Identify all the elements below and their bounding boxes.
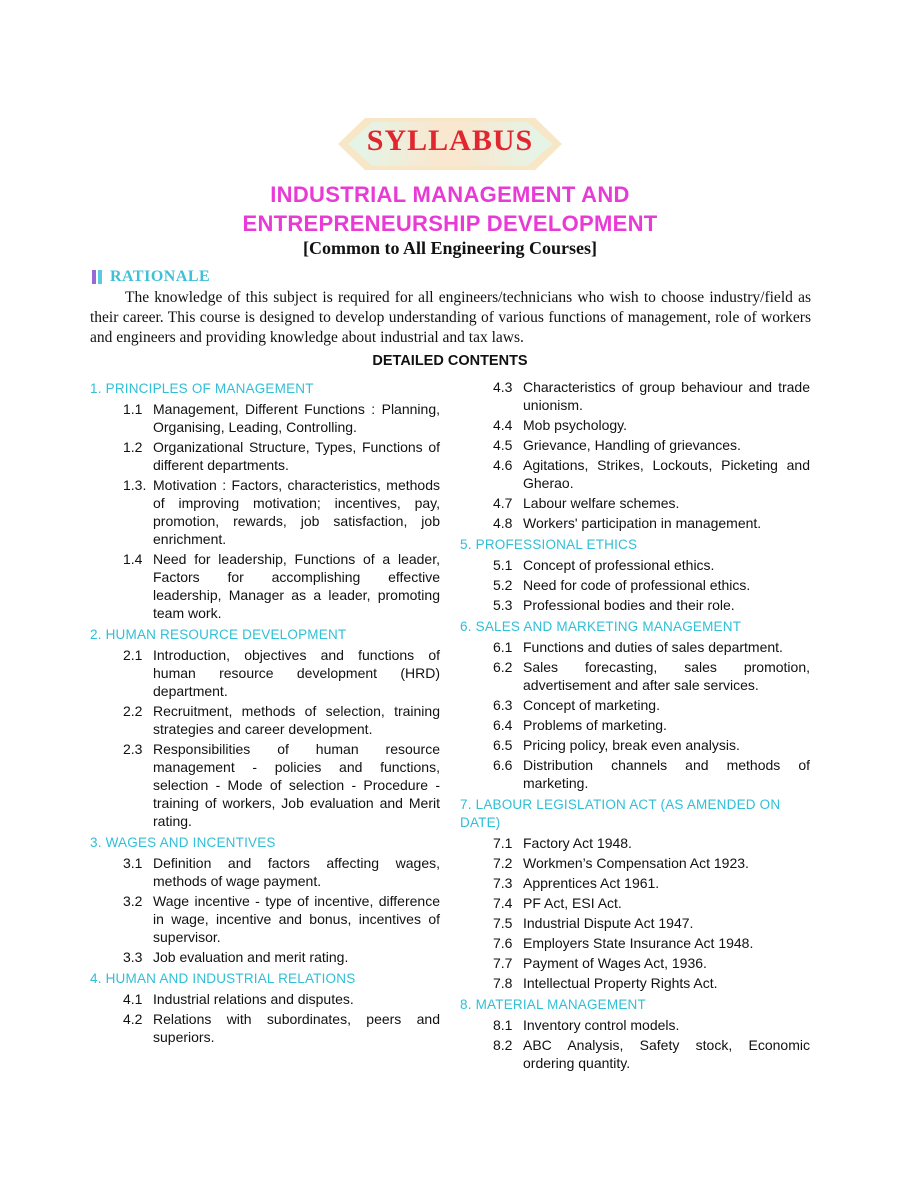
- item-text: Job evaluation and merit rating.: [153, 949, 349, 965]
- item-number: 3.3: [123, 949, 143, 965]
- list-item: [460, 456, 810, 492]
- list-item: [90, 740, 440, 830]
- list-item: [90, 550, 440, 622]
- item-number: 2.1: [123, 647, 143, 663]
- section-heading: 4. HUMAN AND INDUSTRIAL RELATIONS: [90, 971, 356, 986]
- item-text: Industrial relations and disputes.: [153, 991, 354, 1007]
- rationale-marker-icon: [92, 270, 96, 284]
- list-item: [460, 894, 810, 912]
- item-number: 5.3: [493, 597, 513, 613]
- item-text: Organizational Structure, Types, Functions of different departments.: [153, 439, 440, 473]
- item-number: 2.3: [123, 741, 143, 757]
- item-number: 7.1: [493, 835, 513, 851]
- item-text: Pricing policy, break even analysis.: [523, 737, 740, 753]
- list-item: [460, 974, 810, 992]
- item-number: 6.3: [493, 697, 513, 713]
- item-number: 6.6: [493, 757, 513, 773]
- list-item: [460, 696, 810, 714]
- detailed-contents-heading: DETAILED CONTENTS: [372, 353, 528, 369]
- rationale-marker-icon: [98, 270, 102, 284]
- list-item: [460, 494, 810, 512]
- section-heading: 2. HUMAN RESOURCE DEVELOPMENT: [90, 627, 347, 642]
- item-text: Distribution channels and methods of marketing.: [523, 757, 810, 791]
- list-item: [460, 576, 810, 594]
- list-item: [460, 954, 810, 972]
- item-number: 6.1: [493, 639, 513, 655]
- list-item: [460, 934, 810, 952]
- list-item: [460, 914, 810, 932]
- list-item: [460, 378, 810, 414]
- list-item: [460, 834, 810, 852]
- item-text: Introduction, objectives and functions of human resource development (HRD) department.: [153, 647, 440, 699]
- list-item: [460, 736, 810, 754]
- item-number: 5.1: [493, 557, 513, 573]
- syllabus-banner-label: SYLLABUS: [366, 124, 534, 157]
- section-heading: 1. PRINCIPLES OF MANAGEMENT: [90, 381, 314, 396]
- section-heading: 8. MATERIAL MANAGEMENT: [460, 997, 646, 1012]
- item-number: 3.2: [123, 893, 143, 909]
- item-number: 7.2: [493, 855, 513, 871]
- item-number: 4.4: [493, 417, 513, 433]
- section-heading: 5. PROFESSIONAL ETHICS: [460, 537, 638, 552]
- item-text: Grievance, Handling of grievances.: [523, 437, 741, 453]
- list-item: [460, 514, 810, 532]
- item-number: 1.2: [123, 439, 143, 455]
- list-item: [90, 892, 440, 946]
- item-number: 1.3.: [123, 477, 147, 493]
- item-text: Employers State Insurance Act 1948.: [523, 935, 754, 951]
- item-text: Problems of marketing.: [523, 717, 667, 733]
- item-text: Concept of marketing.: [523, 697, 660, 713]
- item-text: ABC Analysis, Safety stock, Economic ordering quantity.: [523, 1037, 810, 1071]
- item-number: 1.1: [123, 401, 143, 417]
- list-item: [460, 854, 810, 872]
- item-text: PF Act, ESI Act.: [523, 895, 622, 911]
- list-item: [460, 436, 810, 454]
- item-text: Motivation : Factors, characteristics, methods of improving motivation; incentives, pay, promotion, rewards, job satisfaction, job enrichment.: [153, 477, 440, 547]
- item-text: Concept of professional ethics.: [523, 557, 715, 573]
- list-item: [90, 990, 440, 1008]
- item-number: 6.5: [493, 737, 513, 753]
- page-title: [0, 180, 900, 238]
- section-heading: 7. LABOUR LEGISLATION ACT (AS AMENDED ON DATE): [460, 797, 781, 830]
- page-subtitle: [Common to All Engineering Courses]: [303, 238, 597, 258]
- list-item: [90, 948, 440, 966]
- item-text: Management, Different Functions : Planning, Organising, Leading, Controlling.: [153, 401, 440, 435]
- right-column: [460, 376, 810, 1074]
- title-line-1: INDUSTRIAL MANAGEMENT AND: [270, 182, 630, 207]
- item-text: Responsibilities of human resource management - policies and functions, selection - Mode of selection - Procedure - training of workers, Job evaluation and Merit rating.: [153, 741, 440, 829]
- item-number: 2.2: [123, 703, 143, 719]
- item-number: 4.3: [493, 379, 513, 395]
- list-item: [90, 1010, 440, 1046]
- list-item: [460, 756, 810, 792]
- left-column: [90, 376, 440, 1048]
- item-text: Inventory control models.: [523, 1017, 680, 1033]
- list-item: [460, 658, 810, 694]
- rationale-heading: [92, 266, 210, 288]
- list-item: [90, 400, 440, 436]
- item-number: 8.1: [493, 1017, 513, 1033]
- list-item: [460, 874, 810, 892]
- item-text: Mob psychology.: [523, 417, 628, 433]
- item-number: 7.5: [493, 915, 513, 931]
- item-number: 7.8: [493, 975, 513, 991]
- item-text: Professional bodies and their role.: [523, 597, 735, 613]
- item-text: Need for code of professional ethics.: [523, 577, 751, 593]
- item-number: 4.6: [493, 457, 513, 473]
- list-item: [460, 1016, 810, 1034]
- list-item: [90, 476, 440, 548]
- list-item: [90, 646, 440, 700]
- list-item: [460, 556, 810, 574]
- list-item: [90, 854, 440, 890]
- item-number: 7.6: [493, 935, 513, 951]
- item-text: Relations with subordinates, peers and superiors.: [153, 1011, 440, 1045]
- item-text: Functions and duties of sales department.: [523, 639, 783, 655]
- item-text: Factory Act 1948.: [523, 835, 632, 851]
- item-number: 5.2: [493, 577, 513, 593]
- item-text: Wage incentive - type of incentive, difference in wage, incentive and bonus, incentives of supervisor.: [153, 893, 440, 945]
- item-text: Workers' participation in management.: [523, 515, 762, 531]
- item-text: Payment of Wages Act, 1936.: [523, 955, 707, 971]
- item-number: 7.7: [493, 955, 513, 971]
- item-number: 7.3: [493, 875, 513, 891]
- item-text: Agitations, Strikes, Lockouts, Picketing and Gherao.: [523, 457, 810, 491]
- list-item: [460, 416, 810, 434]
- section-heading: 3. WAGES AND INCENTIVES: [90, 835, 276, 850]
- list-item: [460, 716, 810, 734]
- item-number: 3.1: [123, 855, 143, 871]
- title-line-2: ENTREPRENEURSHIP DEVELOPMENT: [242, 211, 658, 236]
- list-item: [460, 638, 810, 656]
- list-item: [90, 438, 440, 474]
- item-number: 7.4: [493, 895, 513, 911]
- item-text: Sales forecasting, sales promotion, advertisement and after sale services.: [523, 659, 810, 693]
- item-text: Workmen’s Compensation Act 1923.: [523, 855, 749, 871]
- list-item: [90, 702, 440, 738]
- item-text: Characteristics of group behaviour and trade unionism.: [523, 379, 810, 413]
- section-heading: 6. SALES AND MARKETING MANAGEMENT: [460, 619, 742, 634]
- list-item: [460, 596, 810, 614]
- item-number: 4.1: [123, 991, 143, 1007]
- item-text: Industrial Dispute Act 1947.: [523, 915, 694, 931]
- item-text: Recruitment, methods of selection, training strategies and career development.: [153, 703, 440, 737]
- item-number: 4.7: [493, 495, 513, 511]
- item-text: Apprentices Act 1961.: [523, 875, 660, 891]
- item-number: 1.4: [123, 551, 143, 567]
- item-text: Intellectual Property Rights Act.: [523, 975, 718, 991]
- item-text: Need for leadership, Functions of a leader, Factors for accomplishing effective leadership, Manager as a leader, promoting team work.: [153, 551, 440, 621]
- item-text: Labour welfare schemes.: [523, 495, 680, 511]
- item-number: 4.2: [123, 1011, 143, 1027]
- list-item: [460, 1036, 810, 1072]
- item-number: 4.8: [493, 515, 513, 531]
- item-number: 6.4: [493, 717, 513, 733]
- rationale-title: RATIONALE: [110, 268, 211, 285]
- item-number: 6.2: [493, 659, 513, 675]
- item-number: 4.5: [493, 437, 513, 453]
- item-text: Definition and factors affecting wages, methods of wage payment.: [153, 855, 440, 889]
- rationale-body: The knowledge of this subject is required for all engineers/technicians who wish to choose industry/field as their career. This course is designed to develop understanding of various functions of management, role of workers and engineers and providing knowledge about industrial and tax laws.: [90, 289, 811, 346]
- item-number: 8.2: [493, 1037, 513, 1053]
